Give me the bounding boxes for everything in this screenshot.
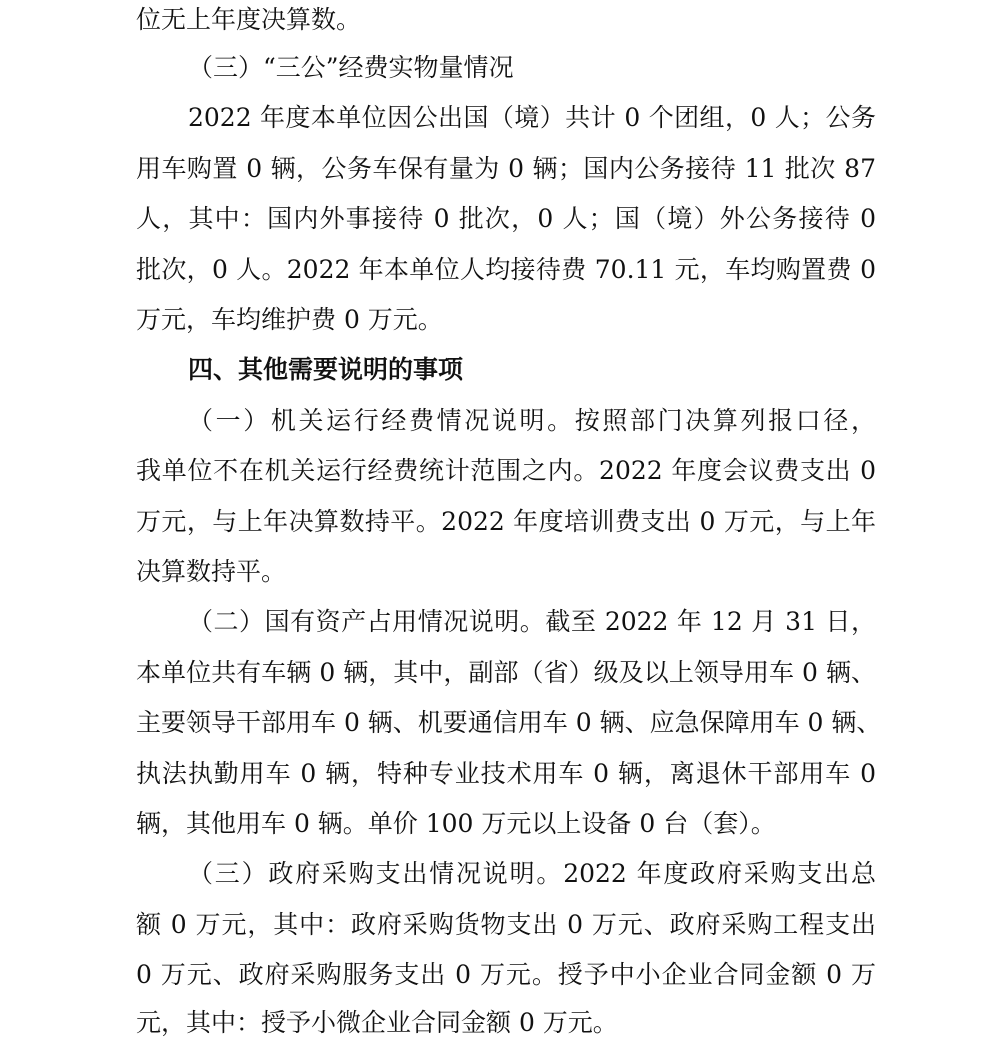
- paragraph-line: （二）国有资产占用情况说明。截至 2022 年 12 月 31 日，: [188, 607, 876, 636]
- paragraph-line: 决算数持平。: [136, 557, 287, 586]
- paragraph-line: 人，其中：国内外事接待 0 批次，0 人；国（境）外公务接待 0: [136, 204, 876, 233]
- paragraph-line: 位无上年度决算数。: [136, 5, 362, 34]
- paragraph-line: 0 万元、政府采购服务支出 0 万元。授予中小企业合同金额 0 万: [136, 960, 876, 989]
- paragraph-line: 用车购置 0 辆，公务车保有量为 0 辆；国内公务接待 11 批次 87: [136, 154, 876, 183]
- section-heading-three-public-quantity: （三）“三公”经费实物量情况: [188, 53, 514, 82]
- paragraph-line: 我单位不在机关运行经费统计范围之内。2022 年度会议费支出 0: [136, 456, 876, 485]
- paragraph-line: （三）政府采购支出情况说明。2022 年度政府采购支出总: [188, 859, 876, 888]
- paragraph-line: 批次，0 人。2022 年本单位人均接待费 70.11 元，车均购置费 0: [136, 255, 876, 284]
- paragraph-line: 额 0 万元，其中：政府采购货物支出 0 万元、政府采购工程支出: [136, 910, 876, 939]
- paragraph-line: 万元，与上年决算数持平。2022 年度培训费支出 0 万元，与上年: [136, 507, 876, 536]
- paragraph-line: （一）机关运行经费情况说明。按照部门决算列报口径，: [188, 406, 876, 435]
- paragraph-line: 本单位共有车辆 0 辆，其中，副部（省）级及以上领导用车 0 辆、: [136, 658, 876, 687]
- paragraph-line: 2022 年度本单位因公出国（境）共计 0 个团组，0 人；公务: [188, 103, 876, 132]
- paragraph-line: 万元，车均维护费 0 万元。: [136, 305, 443, 334]
- paragraph-line: 元，其中：授予小微企业合同金额 0 万元。: [136, 1008, 618, 1037]
- paragraph-line: 主要领导干部用车 0 辆、机要通信用车 0 辆、应急保障用车 0 辆、: [136, 708, 882, 737]
- section-heading-other-matters: 四、其他需要说明的事项: [188, 355, 464, 384]
- paragraph-line: 辆，其他用车 0 辆。单价 100 万元以上设备 0 台（套）。: [136, 809, 776, 838]
- paragraph-line: 执法执勤用车 0 辆，特种专业技术用车 0 辆，离退休干部用车 0: [136, 759, 876, 788]
